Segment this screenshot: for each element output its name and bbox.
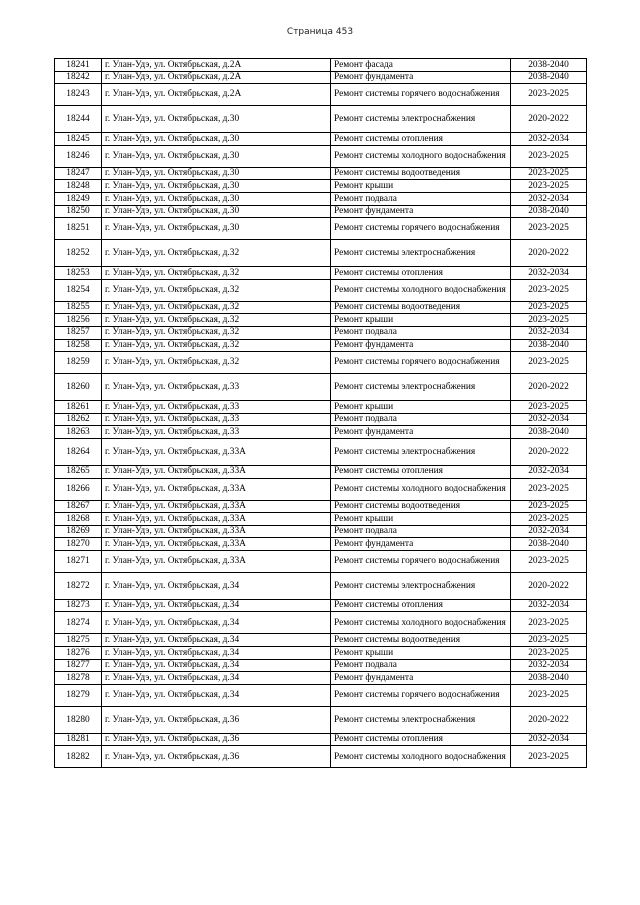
- address-cell: г. Улан-Удэ, ул. Октябрьская, д.32: [102, 314, 331, 327]
- table-row: [55, 550, 587, 572]
- period-cell: 2032-2034: [511, 267, 587, 280]
- work-type-cell: Ремонт системы отопления: [331, 599, 511, 612]
- period-cell: 2038-2040: [511, 672, 587, 685]
- work-type-cell: Ремонт подвала: [331, 525, 511, 538]
- table-row: [55, 374, 587, 401]
- table-row: [55, 746, 587, 768]
- period-cell: 2032-2034: [511, 733, 587, 746]
- period-cell: 2038-2040: [511, 426, 587, 439]
- period-cell: 2023-2025: [511, 167, 587, 180]
- row-number-cell: 18249: [55, 192, 102, 205]
- address-cell: г. Улан-Удэ, ул. Октябрьская, д.33А: [102, 525, 331, 538]
- table-row: [55, 599, 587, 612]
- address-cell: г. Улан-Удэ, ул. Октябрьская, д.30: [102, 106, 331, 133]
- row-number-cell: 18263: [55, 426, 102, 439]
- row-number-cell: 18258: [55, 339, 102, 352]
- row-number-cell: 18255: [55, 301, 102, 314]
- table-row: [55, 426, 587, 439]
- address-cell: г. Улан-Удэ, ул. Октябрьская, д.32: [102, 352, 331, 374]
- table-row: [55, 84, 587, 106]
- address-cell: г. Улан-Удэ, ул. Октябрьская, д.30: [102, 133, 331, 146]
- address-cell: г. Улан-Удэ, ул. Октябрьская, д.33: [102, 401, 331, 414]
- work-type-cell: Ремонт системы холодного водоснабжения: [331, 612, 511, 634]
- table-row: [55, 612, 587, 634]
- row-number-cell: 18252: [55, 240, 102, 267]
- address-cell: г. Улан-Удэ, ул. Октябрьская, д.33А: [102, 500, 331, 513]
- period-cell: 2023-2025: [511, 180, 587, 193]
- period-cell: 2038-2040: [511, 538, 587, 551]
- work-type-cell: Ремонт фундамента: [331, 538, 511, 551]
- table-row: [55, 634, 587, 647]
- work-type-cell: Ремонт подвала: [331, 192, 511, 205]
- row-number-cell: 18282: [55, 746, 102, 768]
- row-number-cell: 18242: [55, 71, 102, 84]
- row-number-cell: 18248: [55, 180, 102, 193]
- row-number-cell: 18275: [55, 634, 102, 647]
- row-number-cell: 18254: [55, 279, 102, 301]
- row-number-cell: 18245: [55, 133, 102, 146]
- work-type-cell: Ремонт крыши: [331, 180, 511, 193]
- table-row: [55, 572, 587, 599]
- work-type-cell: Ремонт системы холодного водоснабжения: [331, 145, 511, 167]
- row-number-cell: 18269: [55, 525, 102, 538]
- work-type-cell: Ремонт системы холодного водоснабжения: [331, 478, 511, 500]
- row-number-cell: 18253: [55, 267, 102, 280]
- period-cell: 2038-2040: [511, 339, 587, 352]
- period-cell: 2023-2025: [511, 513, 587, 526]
- address-cell: г. Улан-Удэ, ул. Октябрьская, д.33А: [102, 438, 331, 465]
- row-number-cell: 18271: [55, 550, 102, 572]
- row-number-cell: 18273: [55, 599, 102, 612]
- address-cell: г. Улан-Удэ, ул. Октябрьская, д.30: [102, 218, 331, 240]
- period-cell: 2032-2034: [511, 465, 587, 478]
- work-type-cell: Ремонт системы отопления: [331, 267, 511, 280]
- table-row: [55, 71, 587, 84]
- work-type-cell: Ремонт системы электроснабжения: [331, 438, 511, 465]
- address-cell: г. Улан-Удэ, ул. Октябрьская, д.2А: [102, 84, 331, 106]
- work-type-cell: Ремонт крыши: [331, 401, 511, 414]
- table-row: [55, 438, 587, 465]
- table-row: [55, 59, 587, 72]
- table-row: [55, 672, 587, 685]
- table-row: [55, 133, 587, 146]
- table-row: [55, 240, 587, 267]
- address-cell: г. Улан-Удэ, ул. Октябрьская, д.33А: [102, 513, 331, 526]
- table-row: [55, 478, 587, 500]
- work-type-cell: Ремонт подвала: [331, 413, 511, 426]
- work-type-cell: Ремонт подвала: [331, 659, 511, 672]
- work-type-cell: Ремонт системы электроснабжения: [331, 106, 511, 133]
- table-row: [55, 706, 587, 733]
- period-cell: 2023-2025: [511, 352, 587, 374]
- period-cell: 2020-2022: [511, 572, 587, 599]
- row-number-cell: 18250: [55, 205, 102, 218]
- work-type-cell: Ремонт крыши: [331, 513, 511, 526]
- row-number-cell: 18265: [55, 465, 102, 478]
- table-row: [55, 106, 587, 133]
- period-cell: 2023-2025: [511, 84, 587, 106]
- work-type-cell: Ремонт фундамента: [331, 205, 511, 218]
- table-row: [55, 659, 587, 672]
- period-cell: 2023-2025: [511, 647, 587, 660]
- work-type-cell: Ремонт системы отопления: [331, 733, 511, 746]
- table-row: [55, 684, 587, 706]
- row-number-cell: 18281: [55, 733, 102, 746]
- table-row: [55, 326, 587, 339]
- table-row: [55, 352, 587, 374]
- work-type-cell: Ремонт фундамента: [331, 426, 511, 439]
- period-cell: 2023-2025: [511, 478, 587, 500]
- address-cell: г. Улан-Удэ, ул. Октябрьская, д.33: [102, 374, 331, 401]
- period-cell: 2023-2025: [511, 634, 587, 647]
- address-cell: г. Улан-Удэ, ул. Октябрьская, д.33: [102, 426, 331, 439]
- period-cell: 2032-2034: [511, 133, 587, 146]
- row-number-cell: 18243: [55, 84, 102, 106]
- work-type-cell: Ремонт фундамента: [331, 672, 511, 685]
- address-cell: г. Улан-Удэ, ул. Октябрьская, д.30: [102, 192, 331, 205]
- address-cell: г. Улан-Удэ, ул. Октябрьская, д.33А: [102, 550, 331, 572]
- table-row: [55, 267, 587, 280]
- work-type-cell: Ремонт подвала: [331, 326, 511, 339]
- row-number-cell: 18280: [55, 706, 102, 733]
- work-type-cell: Ремонт системы горячего водоснабжения: [331, 352, 511, 374]
- period-cell: 2020-2022: [511, 106, 587, 133]
- work-type-cell: Ремонт системы отопления: [331, 133, 511, 146]
- work-type-cell: Ремонт системы горячего водоснабжения: [331, 684, 511, 706]
- row-number-cell: 18256: [55, 314, 102, 327]
- work-type-cell: Ремонт системы водоотведения: [331, 167, 511, 180]
- address-cell: г. Улан-Удэ, ул. Октябрьская, д.34: [102, 684, 331, 706]
- table-row: [55, 465, 587, 478]
- row-number-cell: 18267: [55, 500, 102, 513]
- table-row: [55, 500, 587, 513]
- table-row: [55, 413, 587, 426]
- period-cell: 2020-2022: [511, 240, 587, 267]
- row-number-cell: 18257: [55, 326, 102, 339]
- period-cell: 2020-2022: [511, 438, 587, 465]
- table-row: [55, 301, 587, 314]
- period-cell: 2023-2025: [511, 279, 587, 301]
- period-cell: 2032-2034: [511, 659, 587, 672]
- table-row: [55, 314, 587, 327]
- work-type-cell: Ремонт системы горячего водоснабжения: [331, 84, 511, 106]
- row-number-cell: 18244: [55, 106, 102, 133]
- row-number-cell: 18260: [55, 374, 102, 401]
- address-cell: г. Улан-Удэ, ул. Октябрьская, д.36: [102, 733, 331, 746]
- work-type-cell: Ремонт фундамента: [331, 339, 511, 352]
- period-cell: 2023-2025: [511, 612, 587, 634]
- row-number-cell: 18277: [55, 659, 102, 672]
- period-cell: 2038-2040: [511, 205, 587, 218]
- address-cell: г. Улан-Удэ, ул. Октябрьская, д.34: [102, 572, 331, 599]
- work-type-cell: Ремонт системы отопления: [331, 465, 511, 478]
- table-row: [55, 733, 587, 746]
- row-number-cell: 18266: [55, 478, 102, 500]
- period-cell: 2023-2025: [511, 684, 587, 706]
- work-type-cell: Ремонт крыши: [331, 647, 511, 660]
- table-body: [55, 59, 587, 768]
- table-row: [55, 167, 587, 180]
- row-number-cell: 18246: [55, 145, 102, 167]
- row-number-cell: 18259: [55, 352, 102, 374]
- address-cell: г. Улан-Удэ, ул. Октябрьская, д.2А: [102, 59, 331, 72]
- table-row: [55, 180, 587, 193]
- period-cell: 2023-2025: [511, 218, 587, 240]
- period-cell: 2020-2022: [511, 706, 587, 733]
- row-number-cell: 18272: [55, 572, 102, 599]
- address-cell: г. Улан-Удэ, ул. Октябрьская, д.34: [102, 659, 331, 672]
- work-type-cell: Ремонт крыши: [331, 314, 511, 327]
- address-cell: г. Улан-Удэ, ул. Октябрьская, д.36: [102, 746, 331, 768]
- row-number-cell: 18274: [55, 612, 102, 634]
- table-row: [55, 339, 587, 352]
- row-number-cell: 18270: [55, 538, 102, 551]
- address-cell: г. Улан-Удэ, ул. Октябрьская, д.32: [102, 339, 331, 352]
- address-cell: г. Улан-Удэ, ул. Октябрьская, д.32: [102, 326, 331, 339]
- work-type-cell: Ремонт системы холодного водоснабжения: [331, 746, 511, 768]
- row-number-cell: 18247: [55, 167, 102, 180]
- row-number-cell: 18268: [55, 513, 102, 526]
- table-row: [55, 279, 587, 301]
- table-row: [55, 192, 587, 205]
- address-cell: г. Улан-Удэ, ул. Октябрьская, д.34: [102, 672, 331, 685]
- period-cell: 2023-2025: [511, 746, 587, 768]
- address-cell: г. Улан-Удэ, ул. Октябрьская, д.32: [102, 279, 331, 301]
- period-cell: 2023-2025: [511, 401, 587, 414]
- repair-schedule-table: [54, 58, 587, 768]
- table-row: [55, 513, 587, 526]
- period-cell: 2023-2025: [511, 314, 587, 327]
- period-cell: 2038-2040: [511, 59, 587, 72]
- row-number-cell: 18264: [55, 438, 102, 465]
- work-type-cell: Ремонт системы водоотведения: [331, 500, 511, 513]
- address-cell: г. Улан-Удэ, ул. Октябрьская, д.32: [102, 267, 331, 280]
- address-cell: г. Улан-Удэ, ул. Октябрьская, д.2А: [102, 71, 331, 84]
- work-type-cell: Ремонт системы холодного водоснабжения: [331, 279, 511, 301]
- table-row: [55, 538, 587, 551]
- work-type-cell: Ремонт системы водоотведения: [331, 301, 511, 314]
- row-number-cell: 18278: [55, 672, 102, 685]
- work-type-cell: Ремонт системы электроснабжения: [331, 374, 511, 401]
- table-row: [55, 525, 587, 538]
- period-cell: 2032-2034: [511, 525, 587, 538]
- period-cell: 2032-2034: [511, 599, 587, 612]
- work-type-cell: Ремонт системы горячего водоснабжения: [331, 550, 511, 572]
- work-type-cell: Ремонт фасада: [331, 59, 511, 72]
- address-cell: г. Улан-Удэ, ул. Октябрьская, д.33А: [102, 538, 331, 551]
- row-number-cell: 18261: [55, 401, 102, 414]
- period-cell: 2032-2034: [511, 192, 587, 205]
- address-cell: г. Улан-Удэ, ул. Октябрьская, д.34: [102, 612, 331, 634]
- period-cell: 2023-2025: [511, 500, 587, 513]
- row-number-cell: 18251: [55, 218, 102, 240]
- address-cell: г. Улан-Удэ, ул. Октябрьская, д.34: [102, 599, 331, 612]
- period-cell: 2023-2025: [511, 301, 587, 314]
- address-cell: г. Улан-Удэ, ул. Октябрьская, д.32: [102, 301, 331, 314]
- period-cell: 2038-2040: [511, 71, 587, 84]
- address-cell: г. Улан-Удэ, ул. Октябрьская, д.33: [102, 413, 331, 426]
- table-row: [55, 218, 587, 240]
- address-cell: г. Улан-Удэ, ул. Октябрьская, д.33А: [102, 478, 331, 500]
- period-cell: 2023-2025: [511, 145, 587, 167]
- row-number-cell: 18276: [55, 647, 102, 660]
- work-type-cell: Ремонт системы водоотведения: [331, 634, 511, 647]
- row-number-cell: 18279: [55, 684, 102, 706]
- address-cell: г. Улан-Удэ, ул. Октябрьская, д.33А: [102, 465, 331, 478]
- table-row: [55, 647, 587, 660]
- table-row: [55, 145, 587, 167]
- address-cell: г. Улан-Удэ, ул. Октябрьская, д.30: [102, 145, 331, 167]
- period-cell: 2032-2034: [511, 413, 587, 426]
- period-cell: 2020-2022: [511, 374, 587, 401]
- work-type-cell: Ремонт системы электроснабжения: [331, 572, 511, 599]
- period-cell: 2032-2034: [511, 326, 587, 339]
- address-cell: г. Улан-Удэ, ул. Октябрьская, д.32: [102, 240, 331, 267]
- table-row: [55, 205, 587, 218]
- work-type-cell: Ремонт системы электроснабжения: [331, 706, 511, 733]
- address-cell: г. Улан-Удэ, ул. Октябрьская, д.34: [102, 647, 331, 660]
- address-cell: г. Улан-Удэ, ул. Октябрьская, д.36: [102, 706, 331, 733]
- work-type-cell: Ремонт системы горячего водоснабжения: [331, 218, 511, 240]
- work-type-cell: Ремонт фундамента: [331, 71, 511, 84]
- page-number-header: Страница 453: [286, 27, 354, 37]
- row-number-cell: 18241: [55, 59, 102, 72]
- work-type-cell: Ремонт системы электроснабжения: [331, 240, 511, 267]
- address-cell: г. Улан-Удэ, ул. Октябрьская, д.30: [102, 205, 331, 218]
- table-row: [55, 401, 587, 414]
- address-cell: г. Улан-Удэ, ул. Октябрьская, д.30: [102, 167, 331, 180]
- address-cell: г. Улан-Удэ, ул. Октябрьская, д.30: [102, 180, 331, 193]
- period-cell: 2023-2025: [511, 550, 587, 572]
- row-number-cell: 18262: [55, 413, 102, 426]
- address-cell: г. Улан-Удэ, ул. Октябрьская, д.34: [102, 634, 331, 647]
